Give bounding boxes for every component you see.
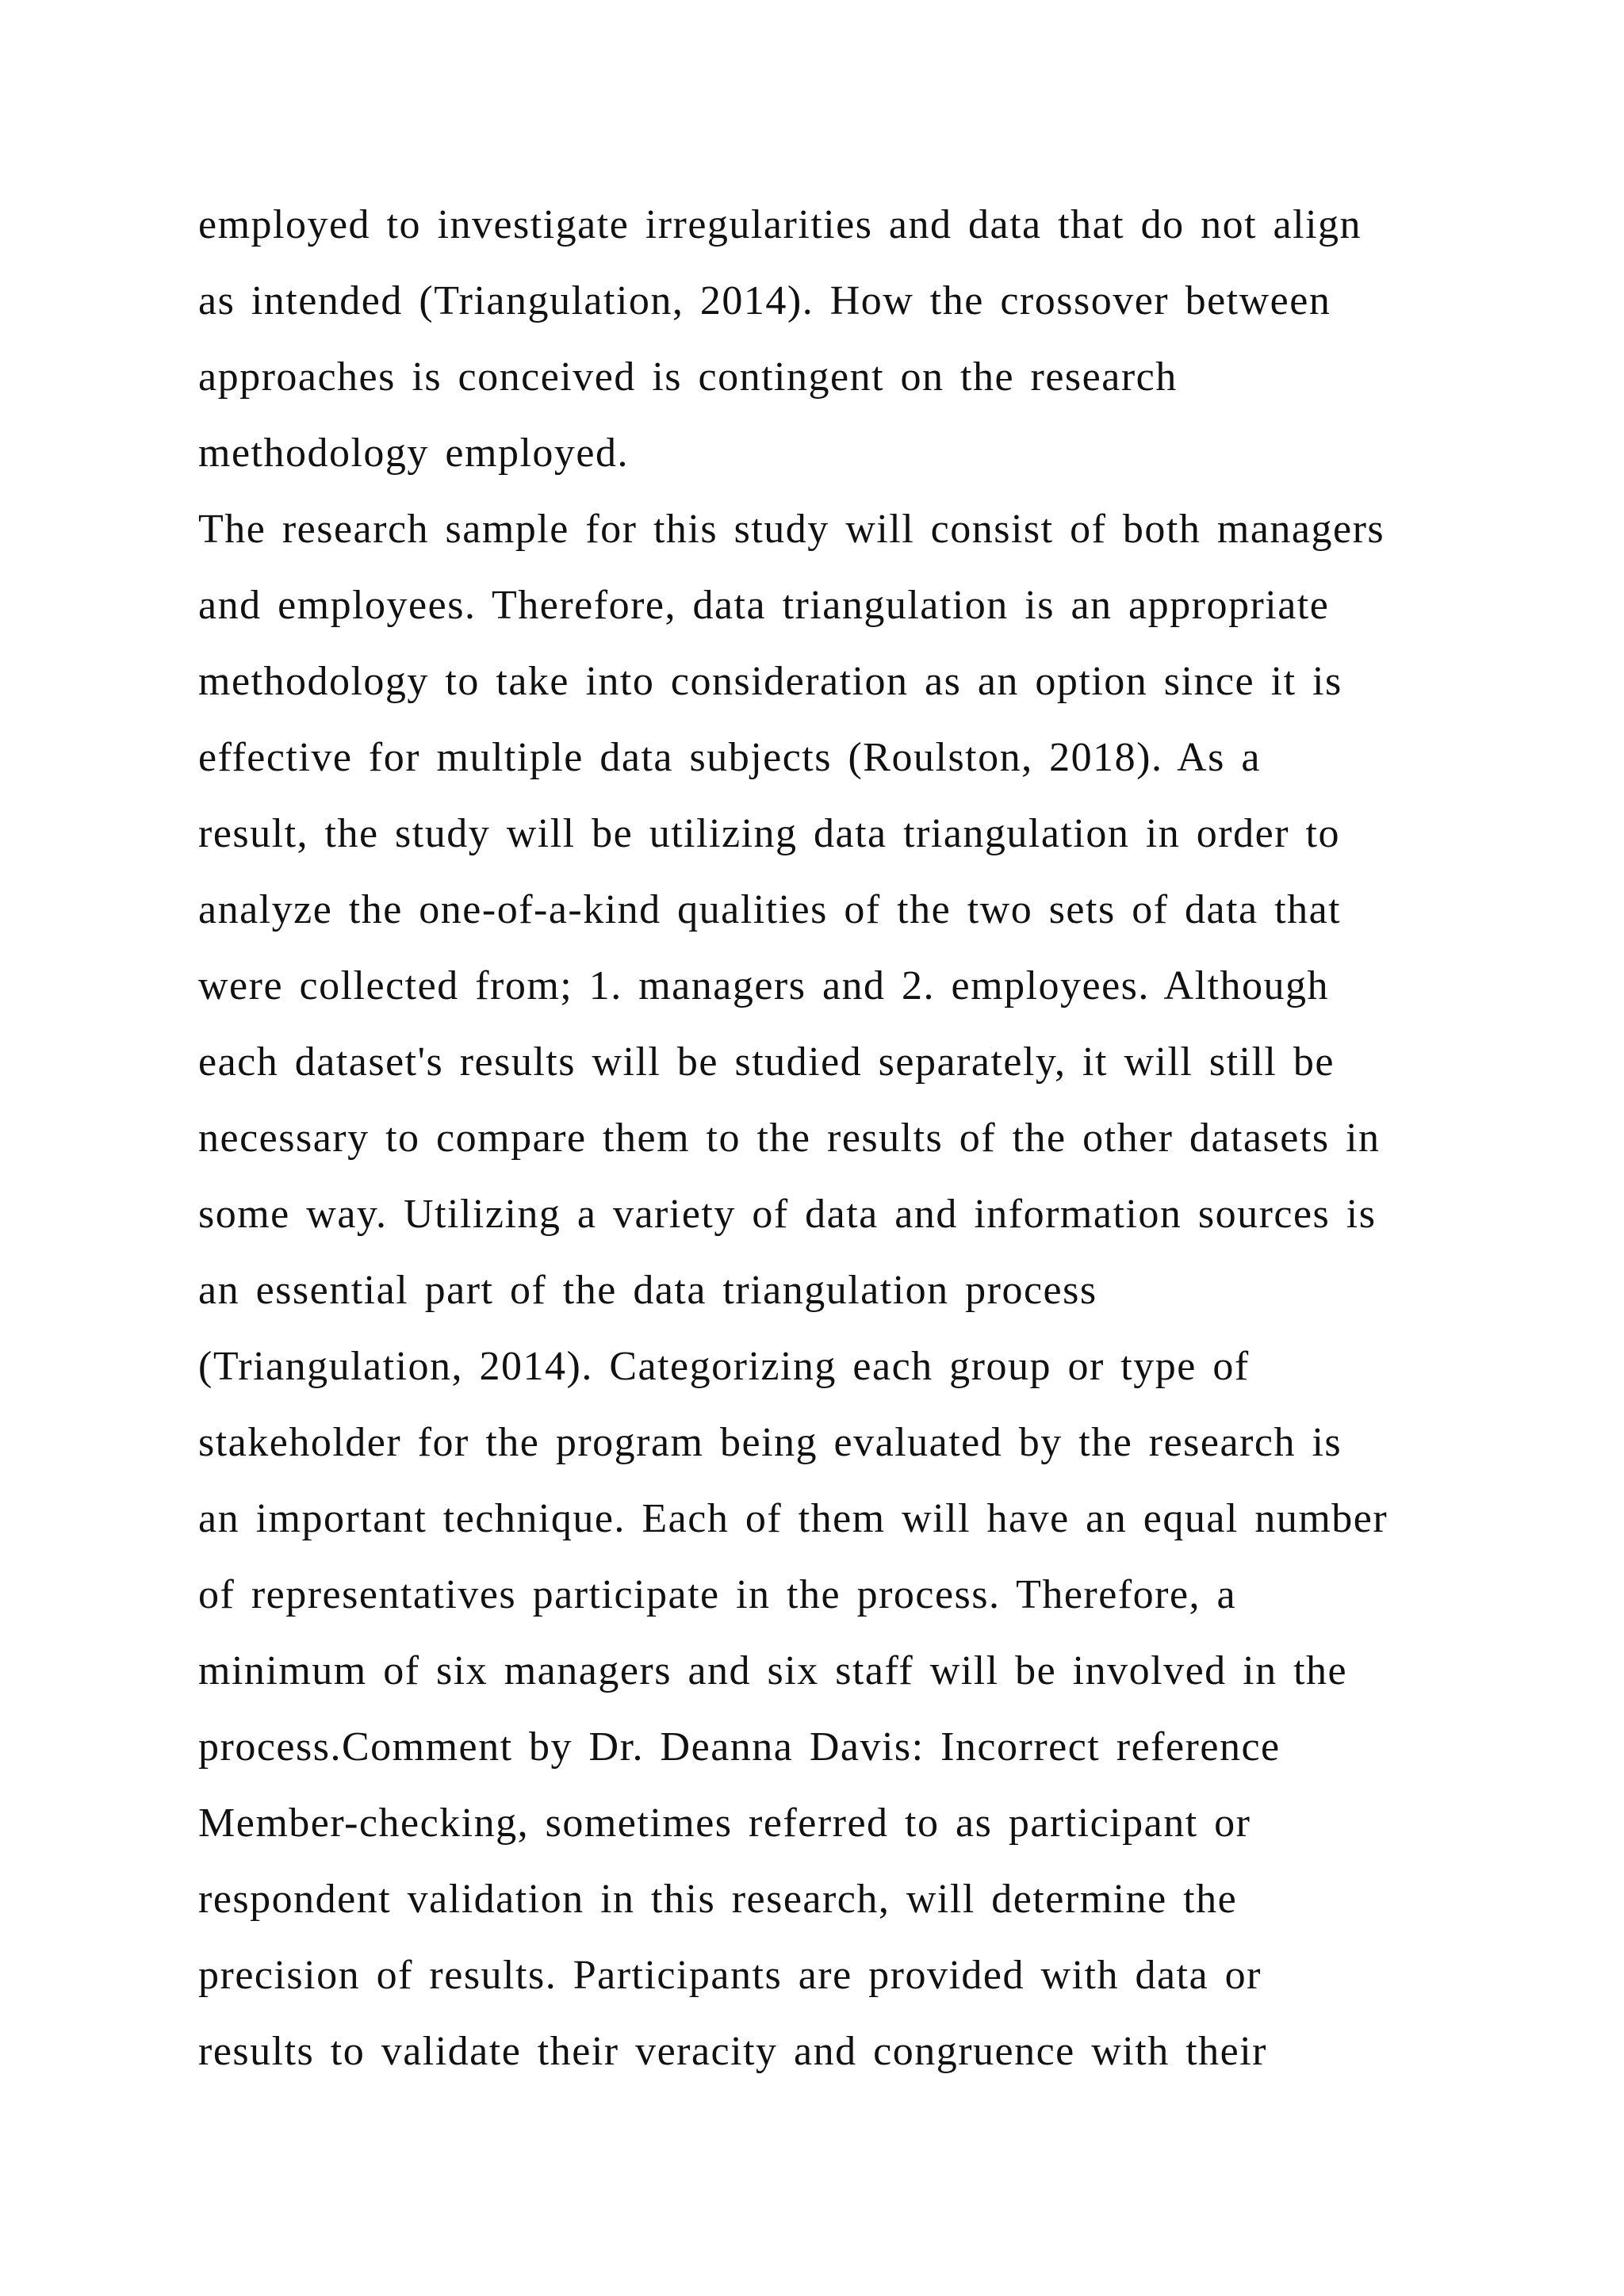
text-line: were collected from; 1. managers and 2. employees. Although [198,963,1329,1008]
text-line: effective for multiple data subjects (Roulston, 2018). As a [198,735,1261,780]
text-line: Member-checking, sometimes referred to as participant or [198,1800,1251,1846]
comment-line: process.Comment by Dr. Deanna Davis: Incorrect reference [198,1724,1281,1770]
text-line: The research sample for this study will consist of both managers [198,507,1385,552]
text-line: as intended (Triangulation, 2014). How the crossover between [198,278,1331,323]
text-line: and employees. Therefore, data triangulation is an appropriate [198,583,1330,628]
text-line: an important technique. Each of them will have an equal number [198,1496,1388,1541]
text-line: approaches is conceived is contingent on the research [198,354,1178,400]
text-line: methodology employed. [198,430,629,476]
body-text [198,187,1483,2090]
text-line: stakeholder for the program being evaluated by the research is [198,1420,1342,1465]
text-line: result, the study will be utilizing data triangulation in order to [198,811,1340,856]
text-line: some way. Utilizing a variety of data and information sources is [198,1192,1377,1237]
text-line: methodology to take into consideration as an option since it is [198,659,1342,704]
text-line: analyze the one-of-a-kind qualities of the two sets of data that [198,887,1342,932]
text-line: employed to investigate irregularities and data that do not align [198,202,1362,247]
text-line: an essential part of the data triangulation process [198,1268,1097,1313]
text-line: of representatives participate in the process. Therefore, a [198,1572,1237,1617]
text-line: each dataset's results will be studied separately, it will still be [198,1039,1335,1085]
text-line: respondent validation in this research, will determine the [198,1877,1238,1922]
text-line: precision of results. Participants are provided with data or [198,1953,1262,1998]
text-line: necessary to compare them to the results of the other datasets in [198,1115,1381,1161]
text-line: results to validate their veracity and congruence with their [198,2029,1267,2074]
text-line: (Triangulation, 2014). Categorizing each group or type of [198,1344,1250,1389]
text-line: minimum of six managers and six staff will be involved in the [198,1648,1348,1693]
